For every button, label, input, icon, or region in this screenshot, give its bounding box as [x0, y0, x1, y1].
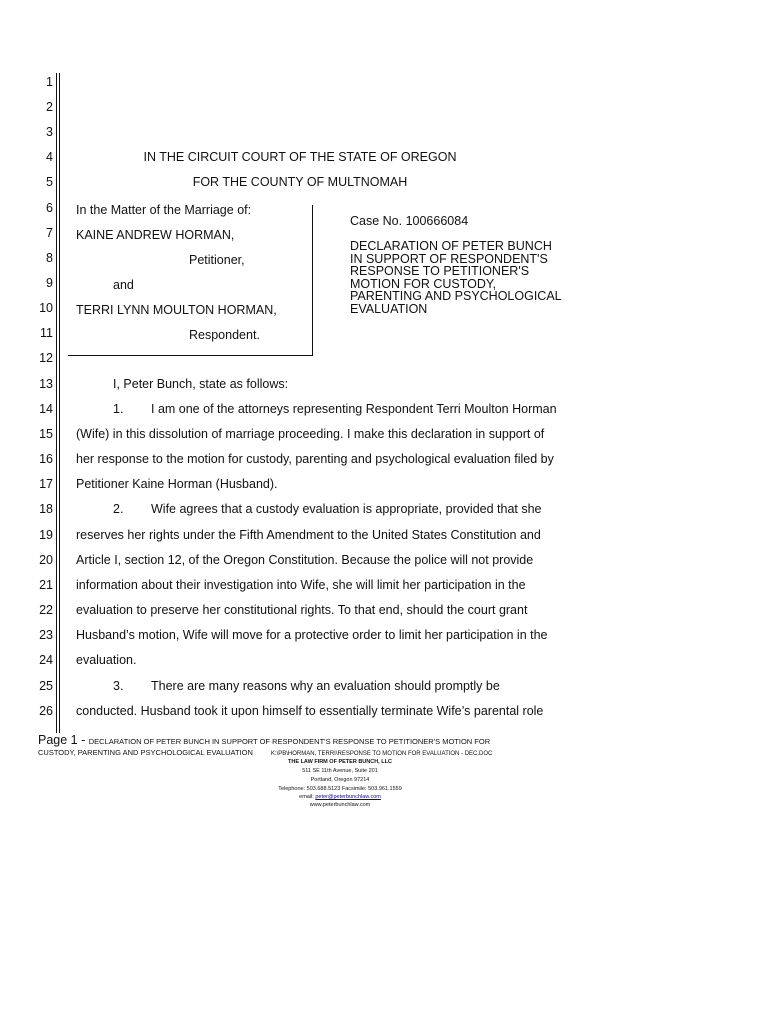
line-number: 5 [46, 175, 53, 189]
line-number: 6 [46, 201, 53, 215]
caption-divider-vertical [312, 205, 313, 356]
document-title-line: RESPONSE TO PETITIONER'S [350, 264, 530, 278]
case-number: Case No. 100666084 [350, 214, 469, 228]
line-number: 10 [39, 301, 53, 315]
firm-name [140, 758, 540, 766]
body-line: evaluation to preserve her constitutional rights. To that end, should the court grant [76, 603, 528, 617]
line-number: 8 [46, 251, 53, 265]
document-title-line: IN SUPPORT OF RESPONDENT'S [350, 251, 548, 266]
line-number: 9 [46, 276, 53, 290]
footer-doc-title-cont: CUSTODY, PARENTING AND PSYCHOLOGICAL EVALUATION [38, 748, 253, 757]
line-number: 18 [39, 502, 53, 516]
firm-website[interactable]: www.peterbunchlaw.com [309, 802, 371, 808]
petitioner-role: Petitioner, [189, 253, 245, 267]
line-number: 17 [39, 477, 53, 491]
email-link[interactable]: peter@peterbunchlaw.com [315, 794, 381, 800]
line-number: 25 [39, 679, 53, 693]
line-number: 11 [40, 326, 53, 340]
line-number: 14 [39, 402, 53, 416]
county-heading: FOR THE COUNTY OF MULTNOMAH [192, 175, 408, 189]
court-heading: IN THE CIRCUIT COURT OF THE STATE OF OREGON [143, 150, 457, 164]
page-label: Page 1 - [38, 733, 89, 747]
document-title-line: DECLARATION OF PETER BUNCH [350, 239, 552, 253]
body-line: Petitioner Kaine Horman (Husband). [76, 477, 278, 491]
body-line: (Wife) in this dissolution of marriage proceeding. I make this declaration in support of [76, 427, 545, 441]
firm-email-line [140, 793, 540, 801]
respondent-role: Respondent. [189, 328, 260, 342]
paragraph-number: 1. [113, 402, 124, 416]
caption-divider-horizontal [68, 355, 313, 356]
firm-phone: Telephone: 503.688.5123 Facsimile: 503.961.1559 [278, 786, 402, 792]
line-number: 13 [39, 377, 53, 391]
firm-name-text: THE LAW FIRM OF PETER BUNCH, LLC [288, 759, 392, 765]
body-line: conducted. Husband took it upon himself to essentially terminate Wife’s parental role [76, 704, 544, 718]
paragraph-number: 3. [113, 679, 124, 693]
left-margin-rule-inner [59, 73, 60, 733]
body-line: There are many reasons why an evaluation should promptly be [151, 679, 500, 693]
document-title-line: EVALUATION [350, 301, 428, 316]
footer-title-line-1 [38, 733, 490, 749]
body-line: I am one of the attorneys representing Respondent Terri Moulton Horman [151, 402, 557, 416]
document-title-line: PARENTING AND PSYCHOLOGICAL [350, 289, 562, 303]
line-number: 26 [39, 704, 53, 718]
document-title-line: MOTION FOR CUSTODY, [350, 276, 497, 291]
paragraph-number: 2. [113, 502, 124, 516]
footer-doc-title: DECLARATION OF PETER BUNCH IN SUPPORT OF RESPONDENT'S RESPONSE TO PETITIONER'S MOTION FOR [88, 737, 491, 746]
line-number: 15 [39, 427, 53, 441]
line-number: 24 [39, 653, 53, 667]
body-line: Husband’s motion, Wife will move for a protective order to limit her participation in the [76, 628, 548, 642]
firm-address-2: Portland, Oregon 97214 [310, 777, 370, 783]
line-number: 20 [39, 553, 53, 567]
document-title [350, 240, 590, 315]
line-number: 1 [46, 75, 53, 89]
line-number: 23 [39, 628, 53, 642]
line-number: 2 [46, 100, 53, 114]
and-label: and [113, 278, 134, 292]
petitioner-name: KAINE ANDREW HORMAN, [76, 228, 235, 242]
firm-address-1: 511 SE 11th Avenue, Suite 201 [302, 768, 378, 774]
body-line: information about their investigation into Wife, she will limit her participation in the [76, 578, 526, 592]
line-number: 19 [39, 528, 53, 542]
body-line: her response to the motion for custody, parenting and psychological evaluation filed by [76, 452, 554, 466]
line-number: 7 [46, 226, 53, 240]
file-path: K:\PB\HORMAN, TERRI\RESPONSE TO MOTION FOR EVALUATION - DEC.DOC [270, 751, 493, 757]
respondent-name: TERRI LYNN MOULTON HORMAN, [76, 303, 277, 317]
body-line: evaluation. [76, 653, 137, 667]
matter-label: In the Matter of the Marriage of: [76, 203, 252, 217]
intro-line: I, Peter Bunch, state as follows: [113, 377, 289, 391]
body-line: Wife agrees that a custody evaluation is appropriate, provided that she [151, 502, 542, 516]
line-number: 3 [46, 125, 53, 139]
line-number: 4 [46, 150, 53, 164]
body-line: Article I, section 12, of the Oregon Constitution. Because the police will not provide [76, 553, 534, 567]
left-margin-rule [56, 73, 57, 733]
line-number: 22 [39, 603, 53, 617]
email-label: email: [299, 794, 316, 800]
line-number: 12 [39, 351, 53, 365]
line-number: 16 [39, 452, 53, 466]
line-number: 21 [39, 578, 53, 592]
body-line: reserves her rights under the Fifth Amendment to the United States Constitution and [76, 528, 541, 542]
